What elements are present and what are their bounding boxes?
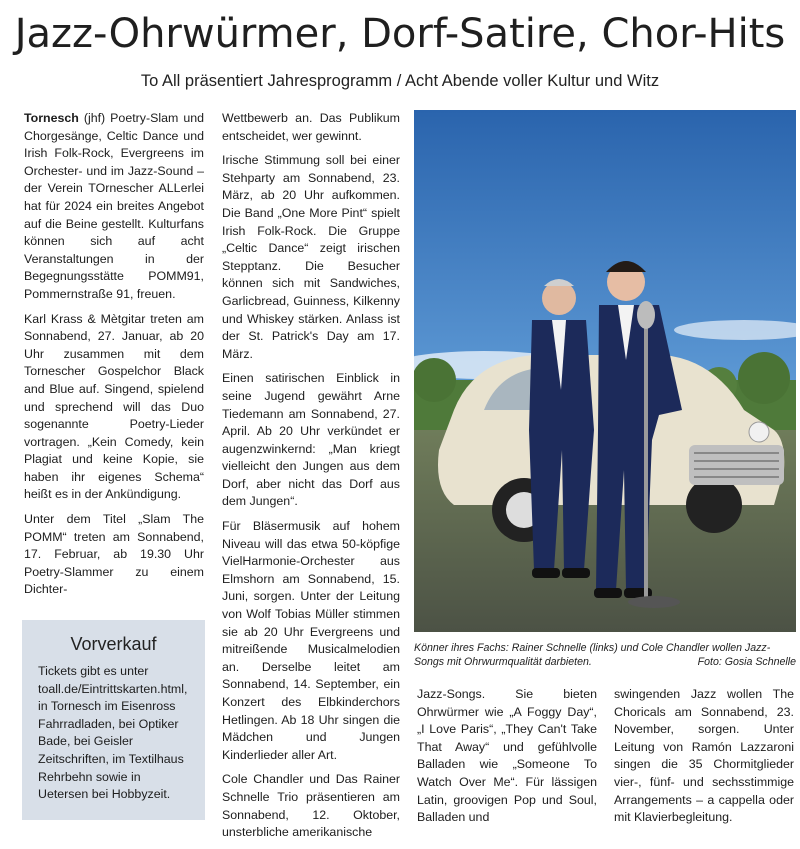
paragraph-text: (jhf) Poetry-Slam und Chorgesänge, Celtic Dance und Irish Folk-Rock, Evergreens im Orchester- und im Jazz-Sound – der Verein TOrnescher ALLerlei hat für 2024 ein breites Angebot auf die Beine gestellt. Kulturfans können sich auf acht Veranstaltungen in der Begegnungsstätte POMM91, Pommernstraße 91, freuen. [24,111,204,301]
photo-caption [414,641,796,669]
paragraph: Einen satirischen Einblick in seine Jugend gewährt Arne Tiedemann am Sonnabend, 27. April. Ab 20 Uhr verkündet er augenzwinkernd: „Man kriegt vielleicht den Jungen aus dem Dorf, aber nicht das Dorf aus dem Jungen“. [222,371,400,509]
article-column-3 [417,686,597,834]
paragraph: Irische Stimmung soll bei einer Stehparty am Sonnabend, 23. März, ab 20 Uhr aufkommen. Die Band „One More Pint“ spielt Irish Folk-Rock. Die Gruppe „Celtic Dance“ zeigt irischen Stepptanz. Die Besucher können sich mit Sandwiches, Garlicbread, Guinness, Kilkenny und Whiskey stärken. Anlass ist der St. Patrick's Day am 17. März. [222,153,400,361]
paragraph [24,110,204,304]
photo-credit: Foto: Gosia Schnelle [697,656,796,668]
dateline: Tornesch [24,111,79,125]
vorverkauf-title: Vorverkauf [70,634,157,654]
paragraph: Karl Krass & Mètgitar treten am Sonnabend, 27. Januar, ab 20 Uhr zusammen mit dem Tornescher Gospelchor Black and Blue auf. Singend, spielend und sprechend will das Duo sogenannte Poetry-Lieder vortragen. „Kein Comedy, kein Plagiat und keine Kopie, sie haben ihr eigenes Schema“ heißt es in der Ankündigung. [24,311,204,502]
vorverkauf-box [22,620,205,820]
paragraph: Für Bläsermusik auf hohem Niveau will das etwa 50-köpfige VielHarmonie-Orchester aus Elmshorn am Sonnabend, 15. Juni, sorgen. Unter der Leitung von Wolf Tobias Müller stimmen sie ab 20 Uhr Evergreens und mitreißende Musicalmelodien an. Derselbe leitet am Sonnabend, 14. September, ein Konzert des Elbkinderchors Hetlingen. Ab 18 Uhr singen die Mädchen und Jungen Kinderlieder aller Art. [222,519,400,762]
article-column-2 [222,110,400,849]
caption-text: Könner ihres Fachs: Rainer Schnelle (links) und Cole Chandler wollen Jazz-Songs mit Ohrwurmqualität darbieten. [414,642,771,668]
article-column-1 [24,110,204,606]
vorverkauf-text: Tickets gibt es unter toall.de/Eintrittskarten.html, in Tornesch im Eisenross Fahrradladen, bei Optiker Bade, bei Geisler Zeitschriften, im Textilhaus Rehrbehn sowie in Uetersen bei Hobbyzeit. [38,664,188,802]
paragraph: Jazz-Songs. Sie bieten Ohrwürmer wie „A Foggy Day“, „I Love Paris“, „They Can't Take That Away“ und gefühlvolle Balladen wie „Someone To Watch Over Me“. Für lässigen Latin, groovigen Pop und Soul, Balladen und [417,687,597,825]
paragraph: Unter dem Titel „Slam The POMM“ treten am Sonnabend, 17. Februar, ab 19.30 Uhr Poetry-Slammer zu einem Dichter- [24,512,204,597]
photo-illustration [414,110,796,632]
headline: Jazz-Ohrwürmer, Dorf-Satire, Chor-Hits [14,11,786,57]
subheadline: To All präsentiert Jahresprogramm / Acht Abende voller Kultur und Witz [140,72,660,90]
paragraph: swingenden Jazz wollen The Choricals am Sonnabend, 23. November, sorgen. Unter Leitung von Ramón Lazzaroni singen die 35 Chormitglieder vier-, fünf- und sechsstimmige Arrangements – a cappella oder mit Klavierbegleitung. [614,687,794,825]
paragraph: Cole Chandler und Das Rainer Schnelle Trio präsentieren am Sonnabend, 12. Oktober, unsterbliche amerikanische [222,772,400,840]
article-column-4 [614,686,794,834]
article-photo [414,110,796,632]
paragraph: Wettbewerb an. Das Publikum entscheidet, wer gewinnt. [222,111,400,143]
